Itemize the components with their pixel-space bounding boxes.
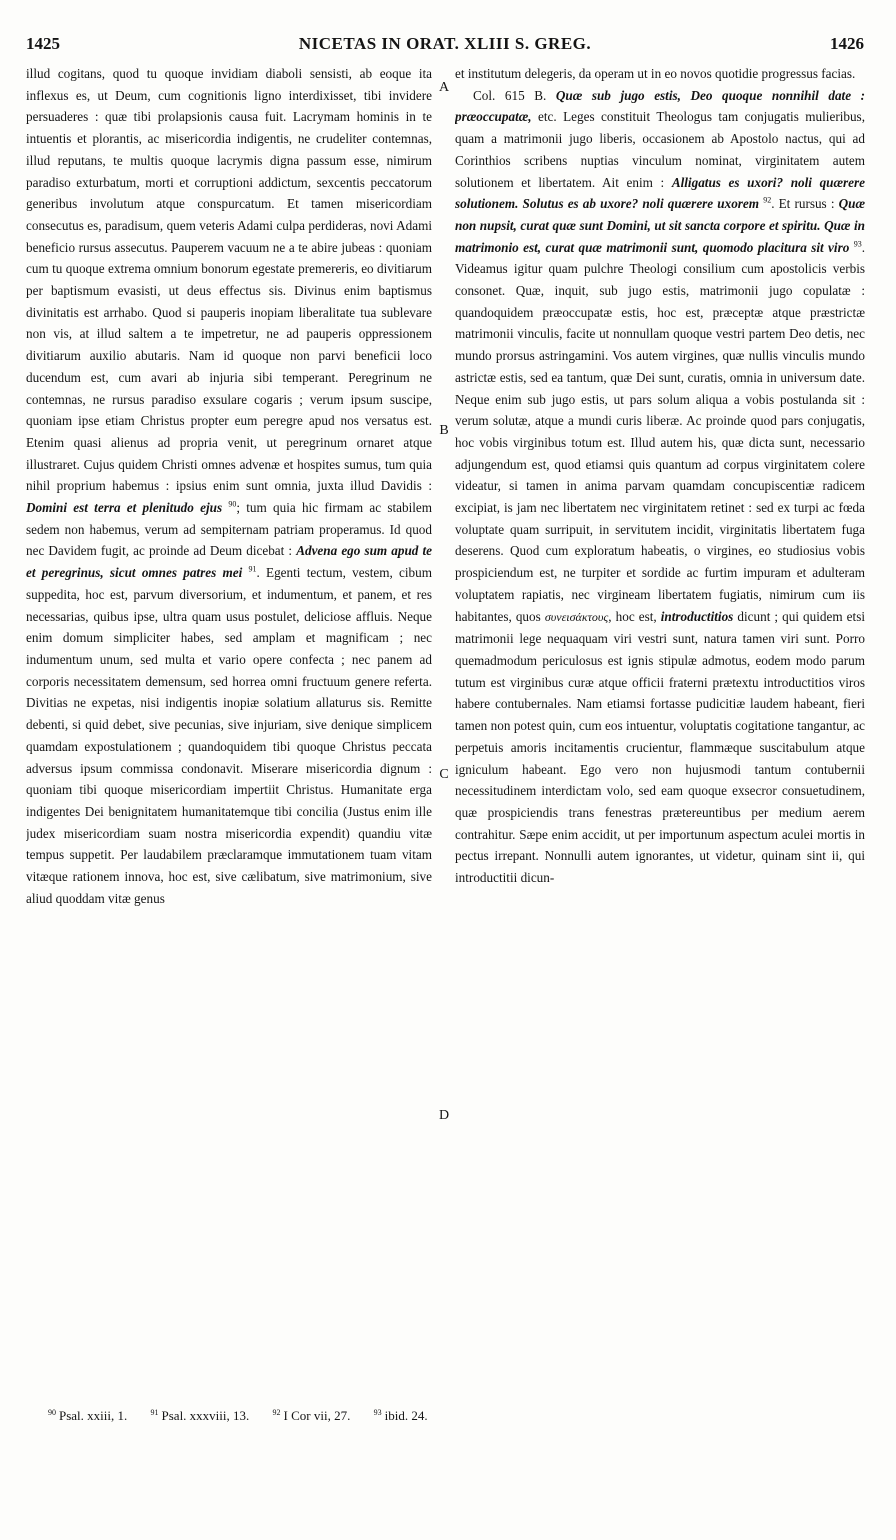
footnote bbox=[151, 1408, 260, 1423]
footnote-number: 93 bbox=[373, 1407, 382, 1417]
text-run: . Videamus igitur quam pulchre Theologi consilium cum apostolicis verbis consonet. Quæ, inquit, sub jugo estis, matrimonii jugo copulatæ : quandoquidem præoccupatæ estis, hoc est, præceptæ atque præstrictæ matrimonii vinculis, facite ut nonnullam quoque vestri partem Deo detis, nec mundo prorsus astringamini. Vos autem virgines, quæ nullis vinculis mundo astrictæ estis, sed ea tantum, quæ Dei sunt, curatis, omnia in universum date. Neque enim sub jugo estis, ut pars solum aliqua a vobis postulanda sit : verum solutæ, atque a mundi curis liberæ. Ac proinde quod pars conjugatis, hoc vobis virginibus totum est. Illud autem his, quæ dicta sunt, necessario adjungendum est, quod etiamsi quis quantum ad corpus virginitatem colere videatur, si tamen in anima parvam quamdam concupiscentiæ radicem excipiat, is jam nec libertatem nec virginitatem retinet : sed ex turpi ac fœda voluptate quam surripuit, in servitutem incidit, virginitatis libertatem fuga deserens. Quod cum exploratum habeatis, o virgines, eo studiosius vobis prospiciendum est, ne turpiter et sordide ac furtim impuram et adulteram voluptatem rapiatis, nec virgineam libertatem fugiatis, nimirum cum iis habitantes, quos bbox=[455, 239, 865, 624]
text-run: etc. Leges constituit Theologus tam conjugatis mulieribus, quam a matrimonii jugo liberis, occasionem ab Apostolo nactus, qui ad Corinthios scribens nuptias vinculum nominat, virginitatem autem solutionem et libertatem. Ait enim : bbox=[455, 109, 865, 190]
section-marker-d: D bbox=[438, 1108, 450, 1123]
scripture-quote: Advena ego sum apud te et peregrinus, sicut omnes patres mei bbox=[26, 543, 432, 581]
footnote-text: Psal. xxiii, 1. bbox=[59, 1408, 128, 1423]
left-column bbox=[26, 63, 432, 1368]
scripture-quote: Quæ non nupsit, curat quæ sunt Domini, ut sit sancta corpore et spiritu. Quæ in matrimonio est, curat quæ matrimonii sunt, quomodo placitura sit viro bbox=[455, 196, 865, 255]
scripture-quote: Domini est terra et plenitudo ejus bbox=[26, 500, 223, 516]
lemma-quote: Quæ sub jugo estis, Deo quoque nonnihil date : præoccupatæ, bbox=[455, 87, 865, 125]
footnote-number: 90 bbox=[48, 1407, 56, 1417]
footnote-text: I Cor vii, 27. bbox=[283, 1408, 351, 1423]
footnote-text: Psal. xxxviii, 13. bbox=[161, 1408, 250, 1423]
section-marker-b: B bbox=[439, 423, 449, 438]
footnote-text: ibid. 24. bbox=[384, 1408, 428, 1423]
footnote bbox=[273, 1408, 361, 1423]
term-italic: introductitios bbox=[660, 608, 734, 624]
footnote-number: 92 bbox=[272, 1407, 281, 1417]
right-paragraph-1: et institutum delegeris, da operam ut in eo novos quotidie progressus facias. bbox=[455, 66, 856, 81]
footnote bbox=[48, 1408, 137, 1423]
footnote-ref: 92 bbox=[763, 195, 772, 205]
text-run: . Et rursus : bbox=[771, 196, 835, 212]
page-number-right: 1426 bbox=[830, 34, 864, 53]
text-run: Col. 615 B. bbox=[473, 87, 547, 103]
right-column bbox=[455, 63, 865, 1368]
text-run: . Egenti tectum, vestem, cibum suppedita, hoc est, parvum diversorium, et indumentum, et panem, et res necessarias, quibus ipse, ultra quam usus postulet, deliciose affluis. Neque enim domum simpliciter habes, sed amplam et magnificam ; nec indumentum unum, sed multa et vario opere confecta ; nec panem ad corporis necessitatem demensum, sed horrea omni fructuum genere referta. Divitias ne expetas, nisi indigentis inopiæ solatium allaturus sis. Remitte debenti, si quid debet, sive pecunias, sive injuriam, sive denique simplicem quamdam expostulationem ; quandoquidem tibi quoque Christus peccata adversus ipsum commissa condonavit. Miserare misericordia dignum : quoniam tibi quoque misericordiam impertiit Christus. Humanitate erga indigentes Dei benignitatem humanitatemque tibi concilia (Justus enim ille judex misericordiam suam nostra misericordia expendit) quandiu vitæ tempus suppetit. Per laudabilem præclaramque immutationem tuam vitam vitæque rationem innova, hoc est, sive cælibatum, sive matrimonium, sive aliud quoddam vitæ genus bbox=[26, 565, 432, 906]
text-run: illud cogitans, quod tu quoque invidiam diaboli sensisti, ab eoque ita inflexus es, ut Deum, cum cognitionis ligno interdixisset, tibi invidere persuaderes : quæ tibi prolapsionis causa fuit. Lacrymam hominis in te intuentis et plorantis, ac misericordia indigentis, ne crudeliter contemnas, illud reputans, te multis quoque lacrymis digna passum esse, nimirum paradiso exturbatum, morti et corruptioni addictum, sexcentis peccatorum generibus involutum atque conspurcatum. Et tamen misericordiam consecutus es, paradisum, quem veteris Adami culpa perdideras, novi Adami beneficio rursus assecutus. Pauperem vacuum ne a te abire jubeas : quoniam cum tu quoque extrema omnium bonorum egestate premereris, eo divitiarum per baptismum evasisti, ut deus effectus sis. Divinus enim baptismus divinitatis est arrhabo. Quod si pauperis inopiam liberalitate tua sublevare non vis, at illud saltem a te impetretur, ne ad pauperis oppressionem divitiarum auxilio abutaris. Nam id quoque non parvi beneficii loco ducendum est, cum avari ab injuria sibi temperant. Peregrinum ne contemnas, ne rursus paradiso exsulare cogaris ; verum ipsum suscipe, quoniam ipse etiam Christus propter eum peregre apud nos versatus est. Etenim quasi alienus ad propria venit, ut peregrinum ornaret atque illustraret. Cujus quidem Christi omnes advenæ et hospites sumus, tum quia nihil proprium habemus : ipsius enim sunt omnia, juxta illud Davidis : bbox=[26, 66, 432, 494]
footnotes bbox=[48, 1408, 848, 1424]
page-number-left: 1425 bbox=[26, 34, 60, 53]
text-run: dicunt ; qui quidem etsi matrimonii lege nequaquam viri vestri sunt, natura tamen viri sunt. Porro quemadmodum periculosus est ignis stipulæ admotus, eodem modo parum tutum est virginibus curæ atque officii fraterni prætextu introductitios viros habere contubernales. Nam etiamsi fortasse pudicitiæ laudem habeant, fieri tamen non potest quin, cum eos intuentur, voluptatis cogitatione tangantur, ac perpetuis amoris incitamentis crucientur, flammæque suscitabulum atque igniculum habeant. Ego vero non hujusmodi tantum contubernii necessitudinem interdictam volo, sed eam quoque exsecror consuetudinem, quæ prospiciendis trans fenestras prætereuntibus per medium aerem contrahitur. Sæpe enim accidit, ut per importunum aspectum aculei mortis in pectus irrepant. Nonnulli autem ignorantes, ut videtur, quinam sint ii, qui introductitii dicun- bbox=[455, 608, 865, 886]
page-header bbox=[26, 34, 864, 56]
footnote-ref: 91 bbox=[248, 564, 257, 574]
footnote-ref: 90 bbox=[228, 499, 237, 509]
section-marker-a: A bbox=[438, 80, 450, 95]
text-run: ; tum quia hic firmam ac stabilem sedem non habemus, verum ad sempiternam patriam properamus. Id quod nec Davidem fugit, ac proinde ad Deum dicebat : bbox=[26, 500, 432, 559]
footnote-ref: 93 bbox=[853, 239, 862, 249]
running-title: NICETAS IN ORAT. XLIII S. GREG. bbox=[298, 34, 592, 53]
footnote bbox=[374, 1408, 438, 1423]
greek-term: συνεισάκτους bbox=[544, 609, 609, 624]
left-paragraph bbox=[26, 63, 432, 909]
section-marker-c: C bbox=[439, 767, 449, 782]
text-run: , hoc est, bbox=[608, 608, 657, 624]
footnote-number: 91 bbox=[150, 1407, 159, 1417]
scripture-quote: Alligatus es uxori? noli quærere solutionem. Solutus es ab uxore? noli quærere uxorem bbox=[455, 174, 865, 212]
right-paragraph-2 bbox=[455, 85, 865, 889]
